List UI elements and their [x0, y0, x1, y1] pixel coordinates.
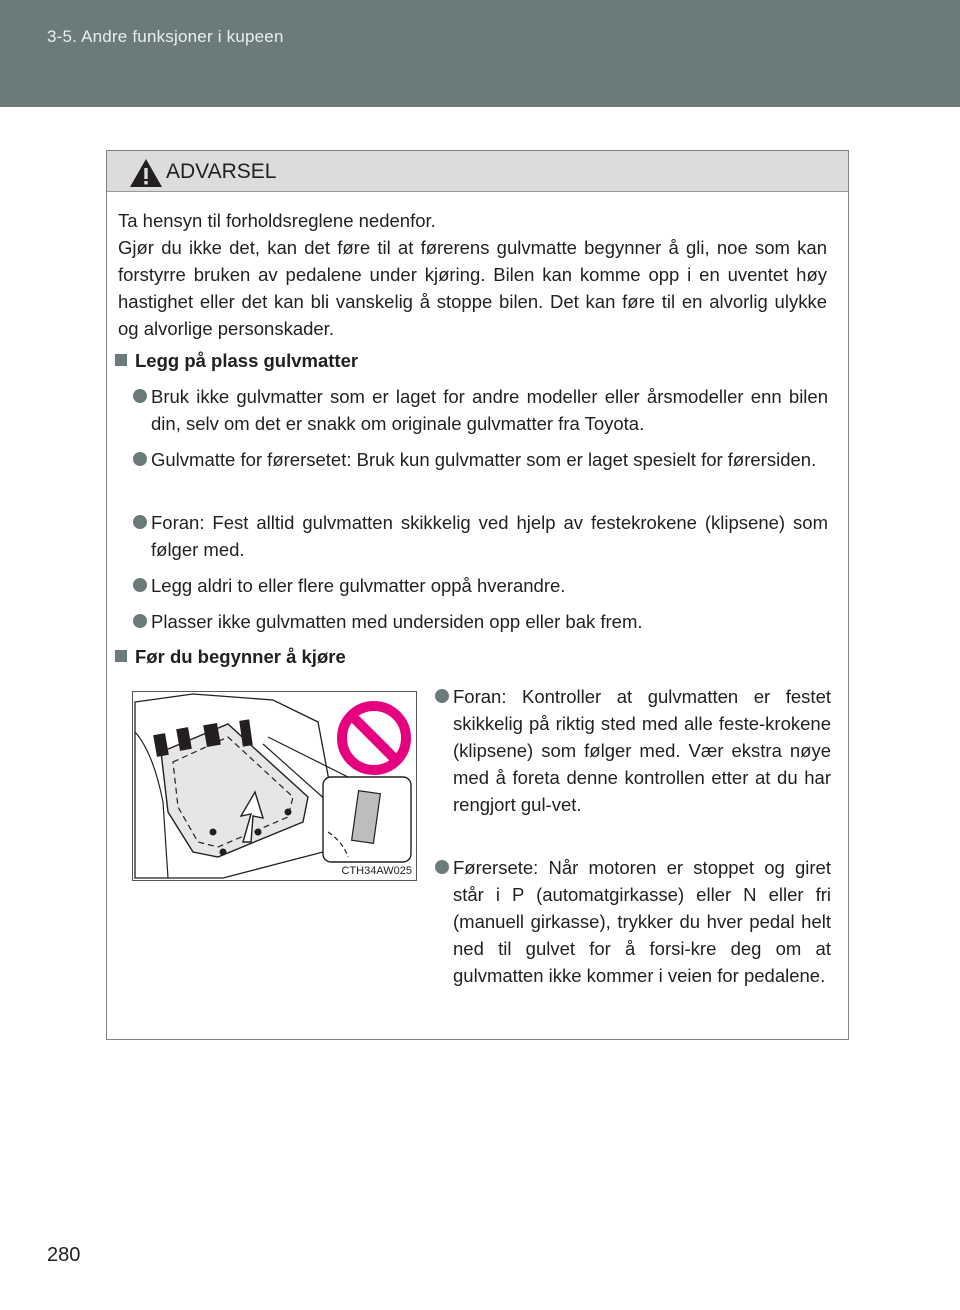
round-bullet-icon	[133, 452, 147, 466]
page-header	[0, 0, 960, 107]
list-item: Foran: Fest alltid gulvmatten skikkelig ved hjelp av festekrokene (klipsene) som følger med.	[133, 509, 828, 563]
warning-triangle-icon	[129, 158, 163, 188]
intro-line: Ta hensyn til forholdsreglene nedenfor.	[118, 210, 436, 231]
round-bullet-icon	[133, 389, 147, 403]
list-item: Bruk ikke gulvmatter som er laget for andre modeller eller årsmodeller enn bilen din, selv om det er snakk om originale gulvmatter fra Toyota.	[133, 383, 828, 437]
section-heading-before-driving: Før du begynner å kjøre	[115, 645, 346, 669]
round-bullet-icon	[435, 860, 449, 874]
list-item: Gulvmatte for førersetet: Bruk kun gulvmatter som er laget spesielt for førersiden.	[133, 446, 828, 473]
page-number: 280	[47, 1244, 81, 1266]
warning-title: ADVARSEL	[166, 160, 277, 183]
intro-body: Gjør du ikke det, kan det føre til at førerens gulvmatte begynner å gli, noe som kan forstyrre bruken av pedalene under kjøring. Bilen kan komme opp i en uventet høy hastighet eller det kan bli vanskelig å stoppe bilen. Det kan føre til en alvorlig ulykke og alvorlige personskader.	[118, 237, 827, 339]
prohibited-icon	[336, 700, 412, 776]
round-bullet-icon	[133, 515, 147, 529]
figure-code: CTH34AW025	[341, 865, 412, 877]
square-bullet-icon	[115, 354, 127, 366]
warning-header	[107, 151, 848, 192]
list-item: Førersete: Når motoren er stoppet og giret står i P (automatgirkasse) eller N eller fri (manuell girkasse), trykker du hver pedal helt ned til gulvet for å forsi-kre deg om at gulvmatten ikke kommer i veien for pedalene.	[435, 854, 831, 989]
section-heading-floor-mats: Legg på plass gulvmatter	[115, 349, 358, 373]
square-bullet-icon	[115, 650, 127, 662]
round-bullet-icon	[133, 614, 147, 628]
section-title: 3-5. Andre funksjoner i kupeen	[47, 27, 284, 46]
list-item: Legg aldri to eller flere gulvmatter oppå hverandre.	[133, 572, 828, 599]
warning-intro	[118, 207, 827, 342]
floor-mat-illustration	[132, 691, 417, 881]
list-item: Foran: Kontroller at gulvmatten er festet skikkelig på riktig sted med alle feste-krokene (klipsene) som følger med. Vær ekstra nøye med å foreta denne kontrollen etter at du har rengjort gul-vet.	[435, 683, 831, 818]
round-bullet-icon	[133, 578, 147, 592]
list-item: Plasser ikke gulvmatten med undersiden opp eller bak frem.	[133, 608, 828, 635]
round-bullet-icon	[435, 689, 449, 703]
warning-box	[106, 150, 849, 1040]
